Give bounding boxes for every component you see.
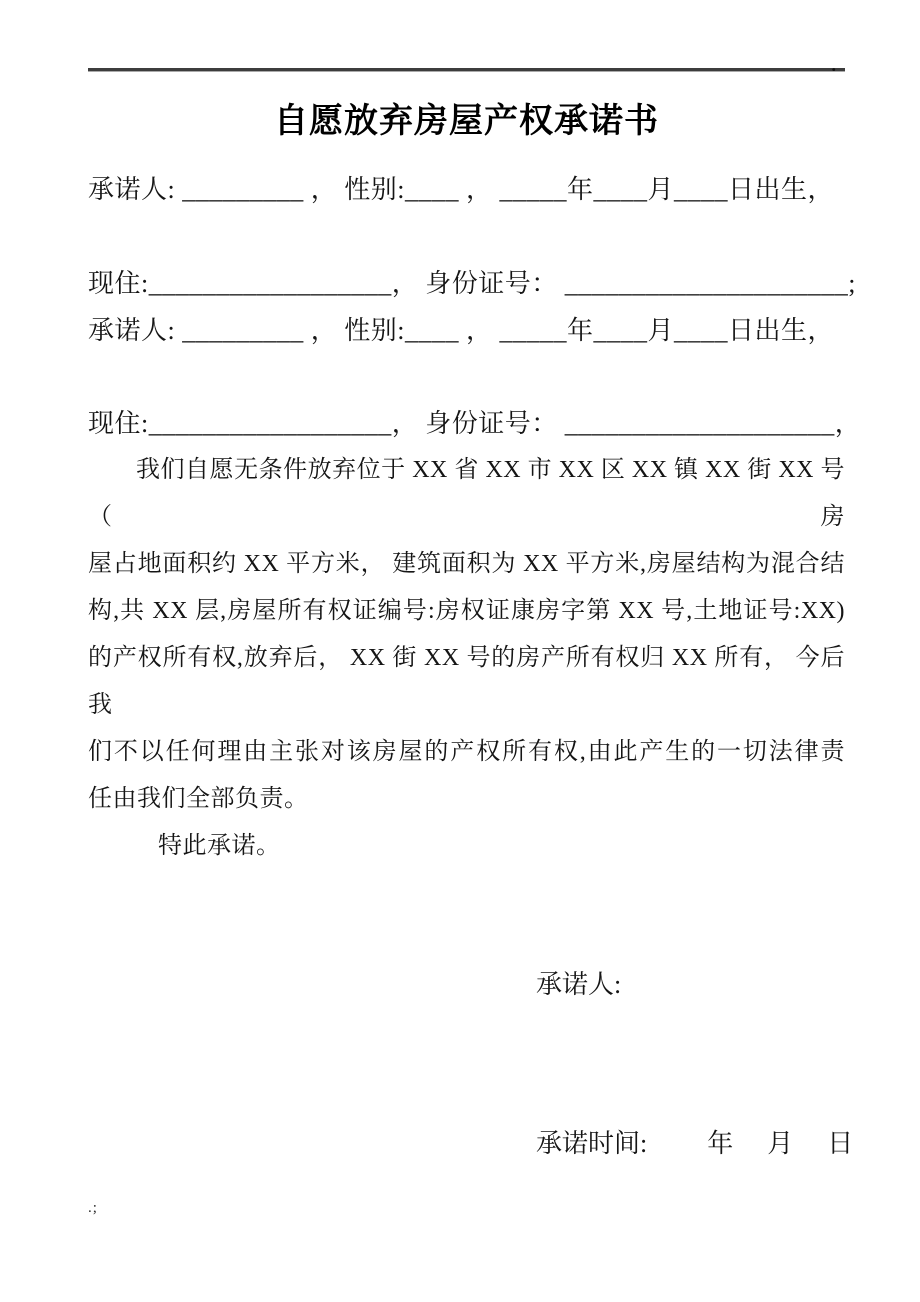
footer-stray-mark: .; xyxy=(88,1200,98,1216)
signature-date-line xyxy=(88,1073,854,1214)
promisor-line-2: 承诺人: _________ ， 性别:____ ， _____年____月____日出生， xyxy=(88,316,834,345)
stray-period-mark: . xyxy=(831,55,836,75)
year-placeholder: 年 xyxy=(707,1129,734,1158)
paragraph-line: 任由我们全部负责。 xyxy=(88,786,309,812)
month-placeholder: 月 xyxy=(767,1129,794,1158)
promisor-line-1: 承诺人: _________ ， 性别:____ ， _____年____月____日出生， xyxy=(88,175,834,204)
signature-name-label: 承诺人: xyxy=(536,970,622,999)
signature-time-label: 承诺时间: xyxy=(536,1129,648,1158)
header-rule xyxy=(88,68,845,72)
commitment-paragraph xyxy=(88,447,845,823)
paragraph-line: 构,共 XX 层,房屋所有权证编号:房权证康房字第 XX 号,土地证号:XX) xyxy=(88,598,845,624)
paragraph-line: 的产权所有权,放弃后， XX 街 XX 号的房产所有权归 XX 所有， 今后我 xyxy=(88,645,845,718)
paragraph-line: 我们自愿无条件放弃位于 XX 省 XX 市 XX 区 XX 镇 XX 街 XX 号（房 xyxy=(88,457,845,530)
closing-line: 特此承诺。 xyxy=(158,833,281,859)
paragraph-line: 屋占地面积约 XX 平方米， 建筑面积为 XX 平方米,房屋结构为混合结 xyxy=(88,551,845,577)
paragraph-line: 们不以任何理由主张对该房屋的产权所有权,由此产生的一切法律责 xyxy=(88,739,845,765)
address-line-1: 现住:__________________， 身份证号： _____________________; xyxy=(88,269,856,298)
address-line-2: 现住:__________________， 身份证号： ____________________， xyxy=(88,409,862,438)
document-title: 自愿放弃房屋产权承诺书 xyxy=(274,102,659,140)
signature-name-line xyxy=(88,914,845,1055)
day-placeholder: 日 xyxy=(827,1129,854,1158)
